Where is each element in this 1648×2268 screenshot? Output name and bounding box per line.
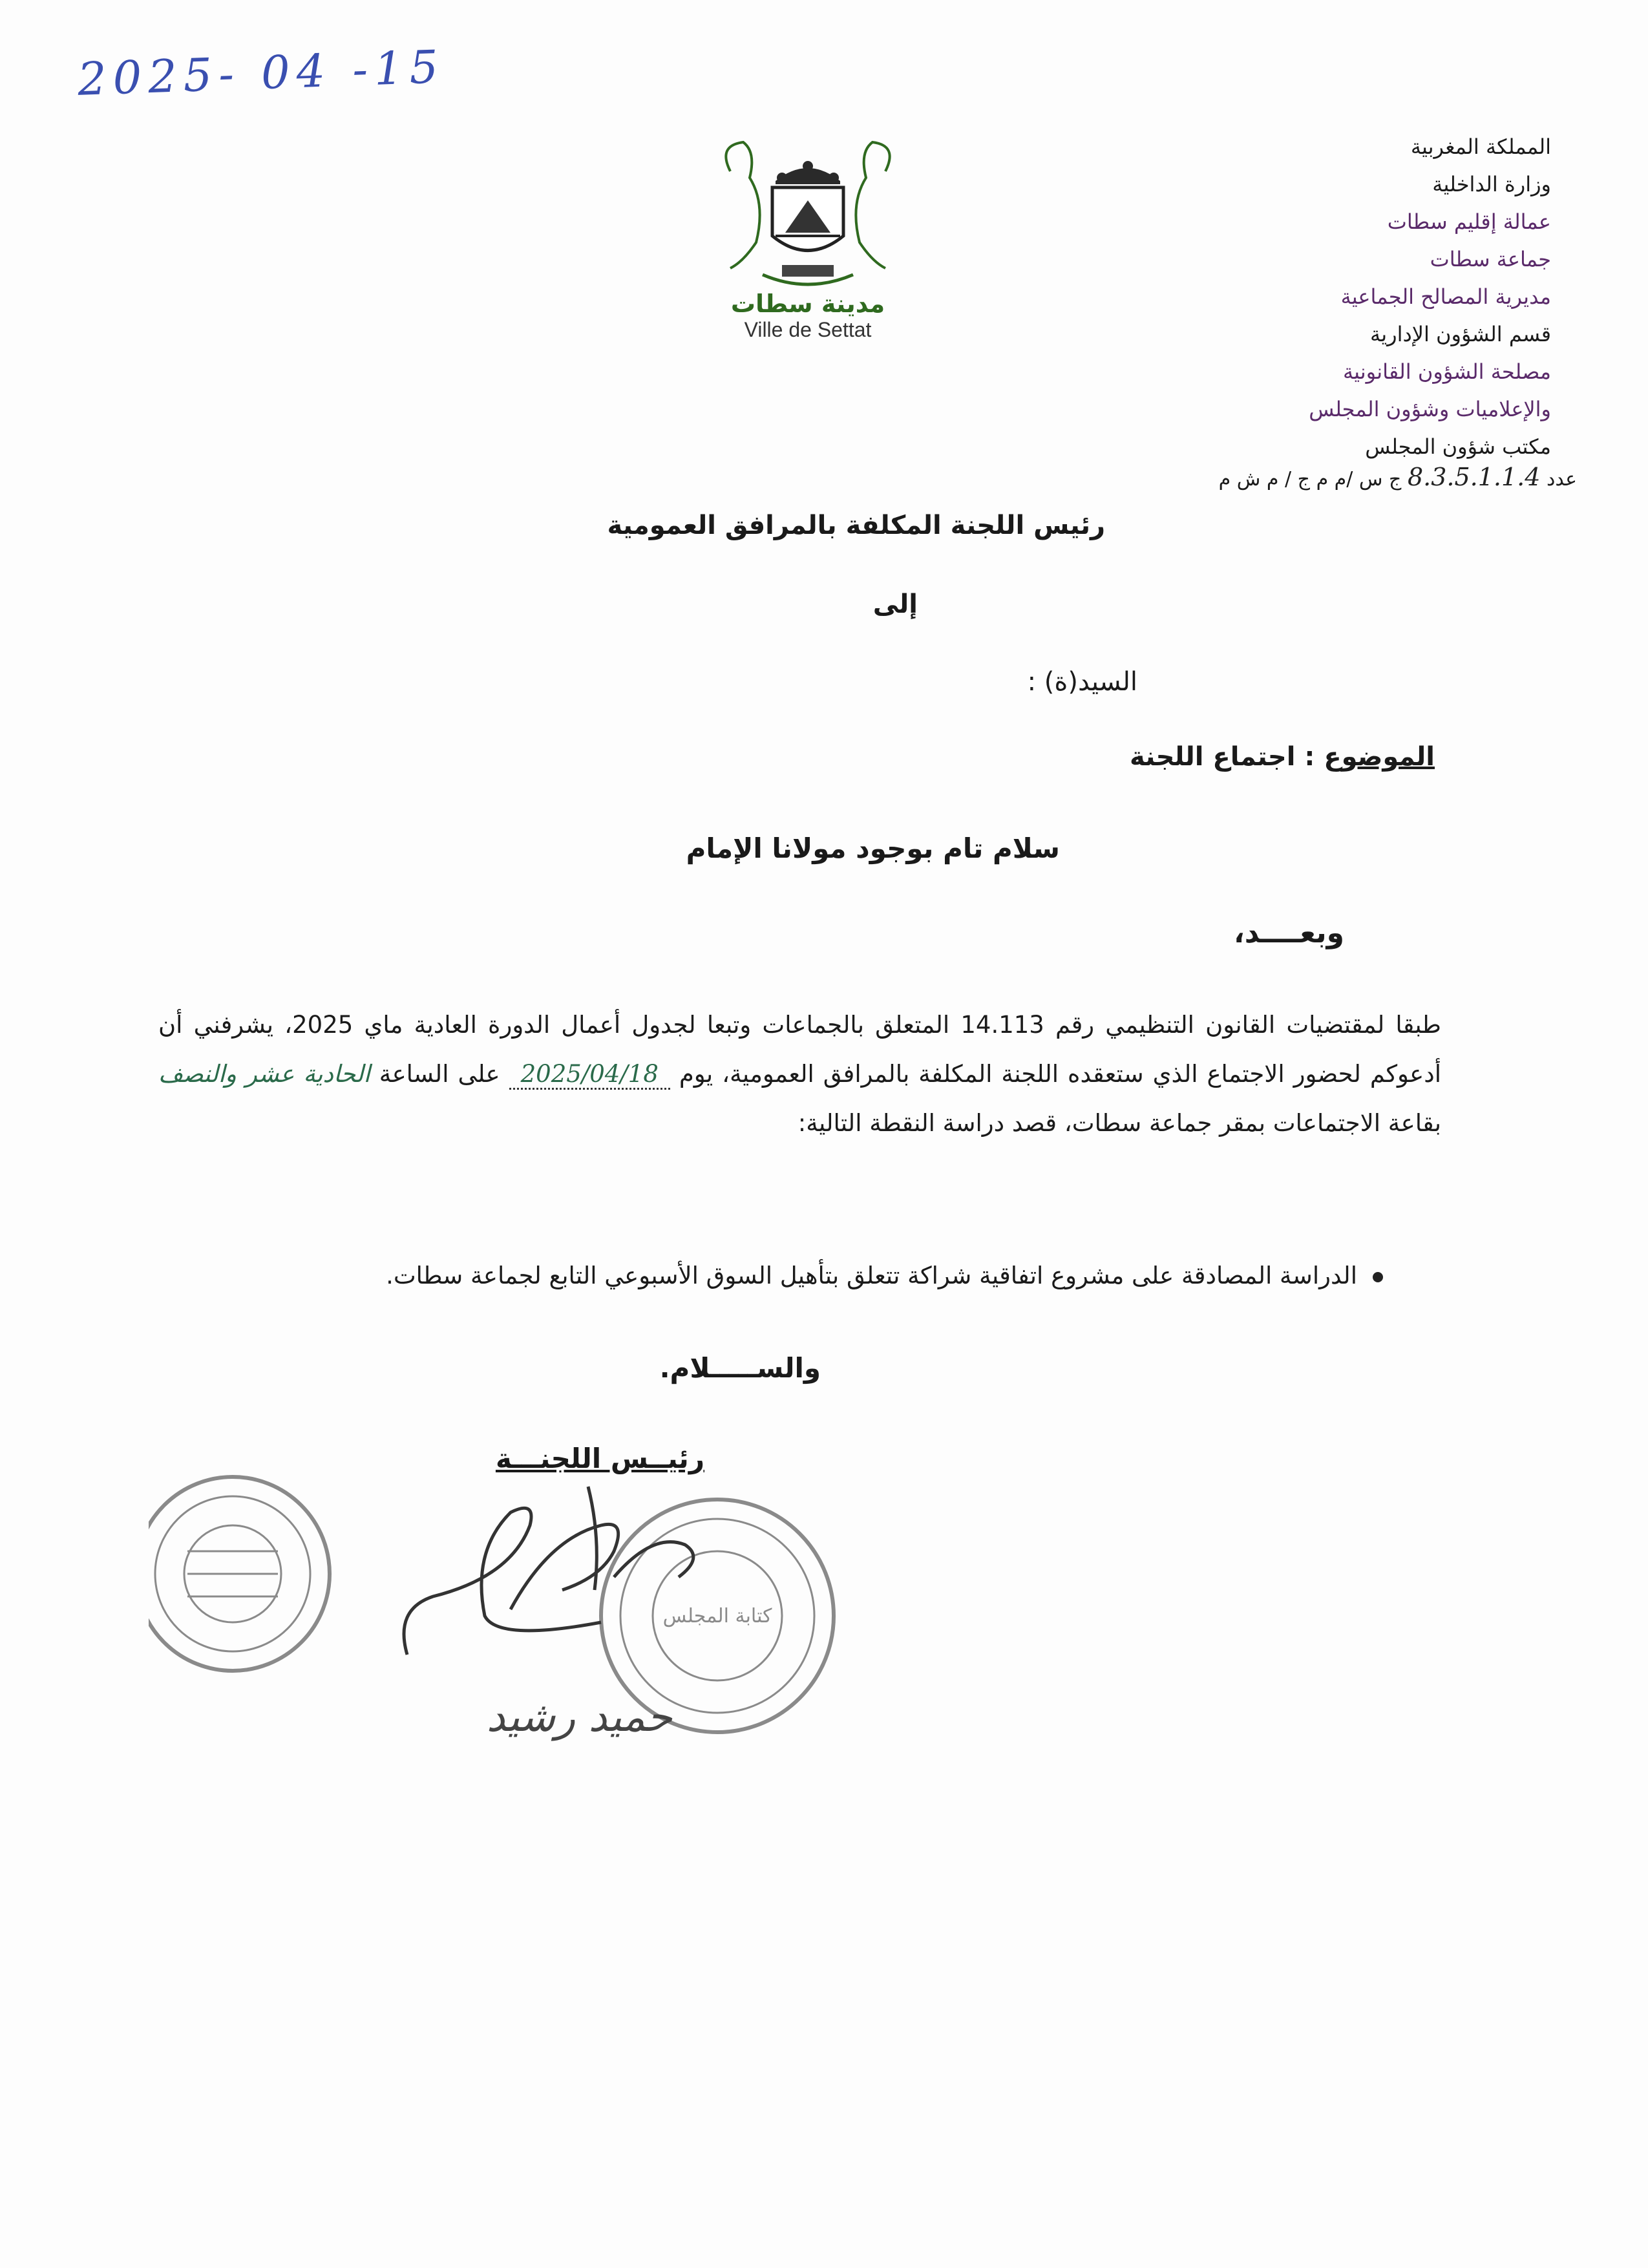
header-line: مديرية المصالح الجماعية [1340,284,1551,309]
greeting: سلام تام بوجود مولانا الإمام [686,832,1060,864]
header-line: مصلحة الشؤون القانونية [1342,359,1551,384]
city-name-arabic: مدينة سطات [730,290,885,318]
stamps-and-signature [149,1461,924,1797]
to-word: إلى [872,589,918,619]
header-line: المملكة المغربية [1410,134,1551,159]
body-paragraph [158,1001,1441,1148]
addressee: السيد(ة) : [1027,667,1137,697]
bullet-icon [1373,1272,1383,1282]
header-line: والإعلاميات وشؤون المجلس [1309,397,1551,421]
reference-line [1125,463,1577,491]
header-line: جماعة سطات [1430,247,1551,271]
settat-emblem-icon [704,132,911,313]
header-line: مكتب شؤون المجلس [1365,434,1551,459]
body-text-part3: بقاعة الاجتماعات بمقر جماعة سطات، قصد دراسة النقطة التالية: [798,1109,1441,1137]
subject-value: : اجتماع اللجنة [1130,742,1315,772]
after-greeting: وبعــــد، [1234,917,1344,949]
header-line: عمالة إقليم سطات [1387,209,1551,234]
closing: والســـــلام. [659,1352,821,1384]
subject-label: الموضوع [1324,742,1435,772]
sender-title: رئيس اللجنة المكلفة بالمرافق العمومية [607,511,1105,540]
handwritten-meeting-time: الحادية عشر والنصف [158,1060,370,1088]
signatory-title: رئيــس اللجنـــة [495,1443,704,1474]
handwritten-meeting-date: 2025/04/18 [509,1060,670,1090]
handwritten-date: 2025- 04 -15 [76,40,446,106]
city-name-french: Ville de Settat [744,318,872,341]
header-line: قسم الشؤون الإدارية [1370,322,1551,346]
body-text-part1: طبقا لمقتضيات القانون التنظيمي رقم 14.113 المتعلق بالجماعات وتبعا لجدول أعمال الدورة العادية ماي 2025، يشرفني أن أدعوكم لحضور الاجتماع الذي ستعقده اللجنة المكلفة بالمرافق العمومية، يوم [158,1011,1442,1088]
handwritten-signatory-name: حميد رشيد [486,1693,672,1741]
agenda-item [194,1262,1383,1289]
signature-icon [404,1487,693,1655]
header-departments [1086,128,1551,465]
subject-line [840,742,1435,772]
agenda-item-text: الدراسة المصادقة على مشروع اتفاقية شراكة تتعلق بتأهيل السوق الأسبوعي التابع لجماعة سطات. [386,1262,1357,1289]
reference-number: 8.3.5.1.1.4 [1407,463,1541,491]
left-stamp-icon [149,1477,330,1671]
reference-code: ج س /م م ج / م ش م [1218,468,1402,491]
reference-label: عدد [1546,468,1577,491]
header-line: وزارة الداخلية [1432,172,1551,196]
body-text-part2: على الساعة [379,1060,500,1088]
right-stamp-center-text: كتابة المجلس [662,1605,772,1627]
